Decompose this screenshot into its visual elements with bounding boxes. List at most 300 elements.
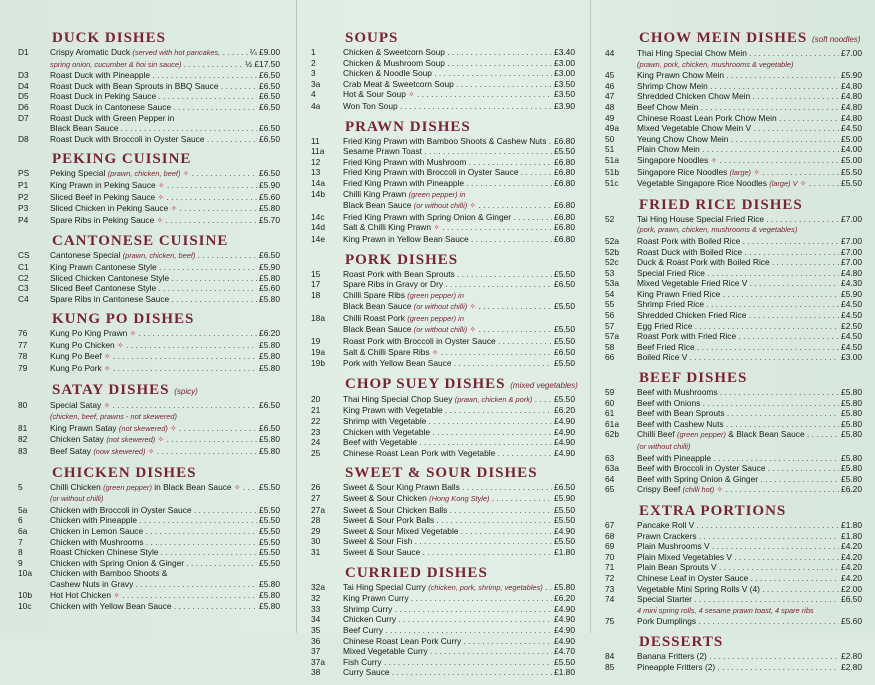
menu-item [311,625,575,636]
item-number: 51c [605,178,619,189]
item-name-line [50,411,278,423]
item-price: £5.80 [259,272,280,283]
item-price: £5.80 [259,446,280,457]
item-text [637,552,732,562]
item-number: 55 [605,299,615,310]
item-text [50,558,184,568]
menu-item [605,102,862,113]
item-text [637,113,777,123]
item-name: Peking Special [50,168,106,179]
item-note: (large) V [769,179,798,189]
item-price [278,411,280,423]
menu-item [311,58,575,69]
item-name-line [343,394,552,406]
item-number: 14c [311,211,325,222]
menu-item [605,552,862,563]
item-price: £5.80 [554,581,575,592]
item-number [18,493,50,505]
item-text [50,568,167,578]
menu-item [18,70,280,81]
item-number [18,123,50,134]
item-text [637,70,724,80]
item-price: £4.50 [841,341,862,352]
menu-item [311,47,575,58]
item-text [50,411,177,421]
item-text [50,493,103,503]
item-price: £5.90 [554,493,575,503]
item-text [343,47,445,57]
item-name-line [50,91,257,102]
item-name-line [50,446,257,458]
menu-item [311,604,575,615]
item-name: Cashew Nuts in Gravy [50,578,134,589]
item-text [637,342,695,352]
item-text [50,134,205,144]
item-name: King Prawn Fried Rice [637,288,721,299]
chilli-pepper-icon: ✧ [467,201,477,211]
item-name-line [637,484,839,496]
item-text [637,123,751,133]
item-name: Curry Sauce [343,667,390,678]
item-number: 60 [605,397,615,408]
menu-item [311,358,575,369]
item-name: King Prawn Chow Mein [637,70,725,81]
item-name: Banana Fritters (2) [637,650,707,661]
item-price: £4.50 [841,299,862,310]
menu-column-left [18,30,280,619]
item-number: 67 [605,519,615,530]
menu-item [311,526,575,537]
item-name-line [637,387,839,398]
item-name-line [343,269,552,280]
item-text [343,68,432,78]
item-text [343,279,443,289]
item-number: 36 [311,635,321,646]
section-heading [311,30,575,47]
menu-item [18,81,280,92]
item-name-line [343,167,552,178]
item-name-line [50,526,257,537]
menu-item [605,662,862,673]
item-price: £6.50 [554,482,575,493]
item-text [50,262,157,272]
item-text [50,294,169,304]
item-text [343,189,465,199]
item-name-line [343,448,552,459]
chilli-pepper-icon: ✧ [429,347,439,357]
item-name-line [343,657,552,668]
menu-item [605,289,862,300]
item-number: 61 [605,408,615,419]
item-note: (prawn, pork, chicken, mushrooms & vegetable) [637,59,794,69]
item-number: C1 [18,261,29,272]
section-title: SATAY DISHES [52,381,170,398]
item-price: £5.80 [259,351,280,362]
item-price: £5.90 [841,70,862,81]
item-name: Kung Po Beef [50,351,102,362]
menu-item [18,273,280,284]
item-number [605,605,637,617]
item-price: £6.20 [259,328,280,339]
item-price: £6.50 [554,346,575,357]
item-name: Cantonese Special [50,250,121,261]
menu-item [18,47,280,59]
item-number [311,324,343,336]
item-name-line [50,192,257,204]
item-text [343,636,461,646]
item-price: £4.00 [841,144,862,155]
item-text [637,236,740,246]
item-text [343,324,476,334]
menu-item [18,102,280,113]
item-text [343,58,445,68]
menu-item [605,214,862,225]
item-name-line [343,222,552,234]
item-number: 77 [18,339,28,350]
item-name: Chicken with Broccoli in Oyster Sauce [50,504,192,515]
item-number: 28 [311,515,321,526]
item-number: 63a [605,463,619,474]
item-price: £4.20 [841,562,862,573]
item-name-line [343,526,552,537]
item-text [637,299,704,309]
item-name: King Prawn with Vegetable [343,405,443,416]
item-price [573,313,575,325]
item-text [343,505,447,515]
item-text [637,59,794,69]
menu-item [18,579,280,590]
item-name: Tai Hing Special Curry [343,581,426,592]
item-price: £1.80 [554,546,575,557]
item-name-line [50,180,257,192]
item-note: (pork, prawn, chicken, mushrooms & vegetables) [637,225,798,235]
menu-item [605,573,862,584]
menu-item [18,537,280,548]
item-text [637,573,748,583]
item-text [343,493,490,503]
item-name-line [50,363,257,375]
chilli-pepper-icon: ✧ [231,482,241,492]
item-text [637,398,700,408]
item-name-line [343,405,552,416]
menu-item [605,594,862,605]
item-text [343,157,466,167]
item-text [343,515,434,525]
item-note: (prawn, chicken, beef) [122,251,196,261]
item-name: Sweet & Sour Sauce [343,546,421,557]
item-note: 4 mini spring rolls, 4 sesame prawn toast, 4 spare ribs [637,605,814,615]
item-text [637,562,717,572]
item-name: Black Bean Sauce [343,200,412,211]
item-number: 53a [605,278,619,289]
item-number: 49a [605,123,619,134]
menu-item [311,416,575,427]
item-name: Sliced Beef in Peking Sauce [50,191,156,202]
menu-item [311,189,575,201]
item-name: Pork with Yellow Bean Sauce [343,358,452,369]
item-number: 61a [605,418,619,429]
section-heading [311,465,575,482]
chilli-pepper-icon: ✧ [714,485,724,495]
item-text [637,429,805,439]
menu-section-desserts [605,634,862,672]
section-title: BEEF DISHES [639,370,748,387]
item-name: Spare Ribs in Gravy or Dry [343,279,444,290]
menu-item [311,614,575,625]
menu-item [605,167,862,179]
item-name: Sweet & Sour Chicken Balls [343,504,448,515]
item-name-tail: in Black Bean Sauce [154,481,232,492]
item-name: Roast Chicken Chinese Style [50,547,159,558]
item-price: £4.90 [554,447,575,458]
item-text [50,363,111,373]
item-name: Roast Duck with Bean Sprouts in BBQ Sauce [50,80,219,91]
section-subtitle: (spicy) [174,386,198,396]
menu-column-right [605,30,862,679]
item-number: 70 [605,551,615,562]
item-number: D5 [18,91,29,102]
menu-item [605,81,862,92]
item-price: £6.50 [259,91,280,102]
section-heading [311,565,575,582]
item-name-line [637,474,839,485]
item-name: Yeung Chow Chow Mein [637,133,729,144]
menu-item [311,167,575,178]
item-name-line [637,278,839,289]
item-name: Chicken with Bamboo Shoots & [50,568,168,579]
item-number: 64 [605,473,615,484]
item-name-line [343,593,552,604]
item-text [343,646,428,656]
item-price: £6.20 [554,593,575,604]
item-price: £4.70 [554,646,575,657]
item-text [637,321,692,331]
item-number: 25 [311,447,321,458]
menu-item [605,408,862,419]
item-name-line [50,294,257,305]
item-number: 9 [18,557,23,568]
item-text [343,136,546,146]
item-number: D3 [18,70,29,81]
item-price: £6.50 [259,70,280,81]
item-note: (served with hot pancakes, [132,48,221,57]
item-price: £6.80 [554,222,575,233]
item-name-line [637,552,839,563]
item-text [637,167,760,177]
item-price: £5.90 [841,288,862,299]
item-number [605,441,637,453]
item-name-line [50,434,257,446]
item-price: £4.90 [554,624,575,635]
menu-item [311,667,575,678]
item-text [50,215,163,225]
menu-item [311,200,575,212]
item-name-line [637,144,839,155]
item-text [343,657,382,667]
item-text [50,351,111,361]
item-price: £4.80 [841,112,862,123]
item-name: Beef with Mushrooms [637,387,718,398]
item-number: 80 [18,399,28,410]
item-name: Singapore Rice Noodles [637,166,728,177]
item-price: £6.80 [554,233,575,244]
item-price: £5.50 [554,324,575,335]
item-name: Chicken & Noodle Soup [343,68,432,79]
item-name-line [637,123,839,134]
item-name: Chicken & Sweetcorn Soup [343,47,445,57]
item-price: £4.80 [841,101,862,112]
item-name-line [50,283,257,294]
menu-item [18,493,280,505]
menu-item [18,482,280,494]
item-number: 3 [311,68,316,79]
item-number: 19 [311,336,321,347]
item-name: Beef with Cashew Nuts [637,418,724,429]
menu-item [605,419,862,430]
item-price: £5.50 [259,515,280,526]
item-name-line [50,262,257,273]
item-number [18,411,50,423]
item-name: Beef with Bean Sprouts [637,408,725,419]
item-name-line [637,257,839,268]
item-name: Thai Hing Special Chow Mein [637,48,747,58]
item-number: P1 [18,179,29,190]
item-name-line [50,400,257,412]
item-note: (or without chilli) [413,302,468,312]
item-name-line [637,541,839,552]
item-number: 46 [605,80,615,91]
menu-item [605,352,862,363]
section-heading [18,233,280,250]
item-name-line [637,48,839,59]
item-number: 4 [311,89,316,100]
menu-item [605,113,862,124]
menu-section-soups [311,30,575,112]
item-number: 5a [18,504,28,515]
menu-item [605,257,862,268]
item-text [343,290,464,300]
item-price: £5.80 [841,452,862,463]
item-text [50,537,144,547]
item-text [50,328,136,338]
item-number: 58 [605,341,615,352]
item-name-line [343,347,552,359]
item-number: 54 [605,288,615,299]
item-text [637,605,814,615]
item-number [605,224,637,236]
item-name: Mixed Vegetable Chow Mein V [637,123,752,134]
item-text [50,590,120,600]
menu-item [605,155,862,167]
item-name-line [343,437,552,448]
item-number: 56 [605,310,615,321]
section-title: EXTRA PORTIONS [639,502,787,519]
item-note: (or without chilli) [413,325,468,335]
item-note: (prawn, chicken & pork) [454,394,533,404]
menu-item [18,601,280,612]
menu-item [18,400,280,412]
item-name: Plain Mixed Vegetables V [637,551,732,562]
item-note: (green pepper) in [408,189,466,199]
item-number: D1 [18,47,29,57]
item-name-line [50,505,257,516]
item-name-line [637,91,839,102]
item-name-line [637,342,839,353]
item-name: Beef Satay [50,446,91,457]
menu-item [311,636,575,647]
item-number: 11a [311,146,325,157]
menu-item [18,558,280,569]
menu-item [605,584,862,595]
item-name-line [343,101,552,112]
item-price: £7.00 [841,257,862,268]
item-name-line [637,352,839,363]
chilli-pepper-icon: ✧ [180,169,190,179]
item-name: Black Bean Sauce [343,301,412,312]
item-name-line [637,520,839,531]
item-text [343,667,390,677]
item-name-line [637,214,839,225]
menu-item [311,448,575,459]
item-price [278,493,280,505]
item-name-line [637,573,839,584]
item-price: £5.50 [554,393,575,404]
item-name: Crispy Aromatic Duck [50,47,131,57]
menu-item [311,536,575,547]
item-number: 14e [311,233,325,244]
item-number: 20 [311,393,321,404]
item-name-line [637,408,839,419]
menu-section-fried-rice-dishes [605,197,862,363]
item-number: 18 [311,289,321,300]
menu-item [605,387,862,398]
menu-section-satay-dishes [18,382,280,458]
item-number: 38 [311,667,321,678]
item-text [637,268,705,278]
item-text [637,531,697,541]
item-note: (large) [729,167,752,177]
item-name-line [343,146,552,157]
item-note: (or without chilli) [50,494,104,504]
item-number: 1 [311,47,316,57]
item-number: 79 [18,363,28,374]
item-number: 17 [311,279,321,290]
item-text [50,547,158,557]
chilli-pepper-icon: ✧ [467,302,477,312]
item-price: £4.90 [554,525,575,536]
item-text [637,594,692,604]
item-name-line [343,505,552,516]
item-number: 49 [605,112,615,123]
chilli-pepper-icon: ✧ [168,204,178,214]
item-number: 71 [605,562,615,573]
item-number: 10b [18,589,32,600]
item-price: £4.80 [841,91,862,102]
menu-item [605,123,862,134]
item-price: £5.80 [259,578,280,589]
item-name: Chicken with Yellow Bean Sauce [50,601,172,612]
menu-item [18,351,280,363]
menu-item [311,269,575,280]
item-name: Vegetable Mini Spring Rolls V (4) [637,583,760,594]
menu-section-cantonese-cuisine [18,233,280,304]
item-price: £2.50 [841,320,862,331]
item-text [637,224,797,234]
chilli-pepper-icon: ✧ [154,215,164,225]
item-price: £5.50 [259,536,280,547]
item-name: Chinese Roast Lean Pork Curry [343,635,462,646]
item-name-line [50,340,257,352]
